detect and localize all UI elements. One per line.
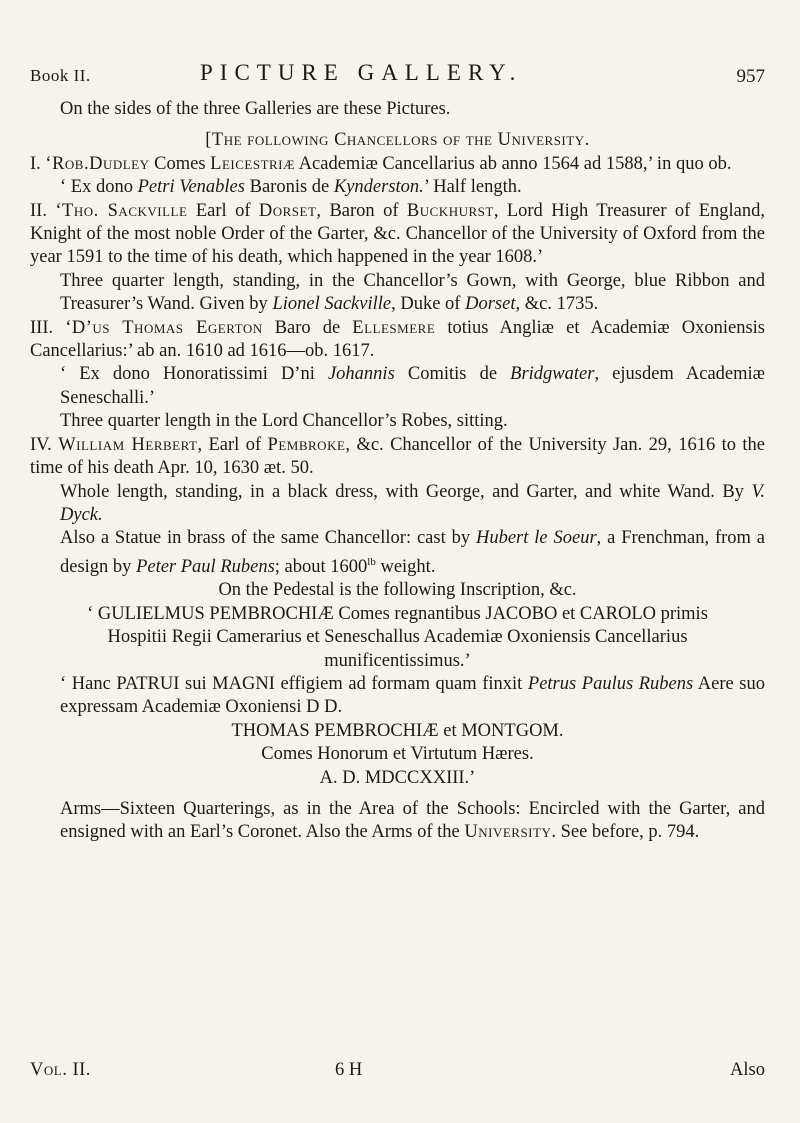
signature-mark: 6 H	[335, 1060, 363, 1080]
inscription-1: ‘ GULIELMUS PEMBROCHIÆ Comes regnantibus JACOBO et CAROLO primis Hospitii Regii Camerarius et Seneschallus Academiæ Oxoniensis Cancellarius munificentissimus.’	[87, 603, 708, 671]
arms-paragraph: Arms—Sixteen Quarterings, as in the Area of the Schools: Encircled with the Garter, and ensigned with an Earl’s Coronet. Also the Arms of the University. See before, p. 794.	[60, 798, 765, 843]
entry-4-statue: Also a Statue in brass of the same Chancellor: cast by Hubert le Soeur, a Frenchman, from a design by Peter Paul Rubens; about $1600^{lb}$ weight.	[60, 528, 765, 577]
entry-2-description: Three quarter length, standing, in the Chancellor’s Gown, with George, blue Ribbon and Treasurer’s Wand. Given by Lionel Sackville, Duke of Dorset, &c. 1735.	[60, 270, 765, 315]
inscription-2: ‘ Hanc PATRUI sui MAGNI effigiem ad formam quam finxit Petrus Paulus Rubens Aere suo expressam Academiæ Oxoniensi D D.	[60, 673, 766, 718]
entry-4: IV. William Herbert, Earl of Pembroke, &c. Chancellor of the University Jan. 29, 1616 to the time of his death Apr. 10, 1630 æt. 50.	[30, 434, 766, 479]
entry-number: I.	[30, 153, 41, 174]
page-body	[30, 98, 765, 845]
entry-4-description: Whole length, standing, in a black dress, with George, and Garter, and white Wand. By V. Dyck.	[60, 481, 765, 525]
inscription-3: THOMAS PEMBROCHIÆ et MONTGOM.	[231, 720, 564, 741]
entry-3: III. ‘D’us Thomas Egerton Baro de Ellesmere totius Angliæ et Academiæ Oxoniensis Cancellarius:’ ab an. 1610 ad 1616—ob. 1617.	[30, 317, 765, 362]
inscription-4: Comes Honorum et Virtutum Hæres.	[261, 744, 534, 765]
running-header	[30, 60, 765, 90]
volume-label: Vol. II.	[30, 1060, 91, 1080]
intro-paragraph: On the sides of the three Galleries are these Pictures.	[60, 99, 451, 119]
section-heading: [The following Chancellors of the University.	[205, 130, 590, 151]
entry-3-donor: ‘ Ex dono Honoratissimi D’ni Johannis Comitis de Bridgwater, ejusdem Academiæ Seneschalli.’	[60, 364, 766, 408]
entry-number: II.	[30, 200, 47, 221]
running-title: PICTURE GALLERY.	[200, 60, 523, 85]
page-footer	[30, 1060, 765, 1084]
inscription-5: A. D. MDCCXXIII.’	[319, 767, 476, 788]
entry-number: IV.	[30, 434, 52, 455]
catchword: Also	[730, 1060, 765, 1080]
entry-number: III.	[30, 317, 54, 338]
entry-2: II. ‘Tho. Sackville Earl of Dorset, Baron of Buckhurst, Lord High Treasurer of England, Knight of the most noble Order of the Garter, &c. Chancellor of the University of Oxford from the year 1591 to the time of his death, which happened in the year 1608.’	[30, 200, 766, 268]
book-label: Book II.	[30, 66, 91, 85]
pedestal-note: On the Pedestal is the following Inscription, &c.	[218, 580, 577, 601]
entry-1: I. ‘Rob.Dudley Comes Leicestriæ Academiæ Cancellarius ab anno 1564 ad 1588,’ in quo ob.	[30, 153, 732, 174]
page-number: 957	[736, 66, 765, 87]
entry-1-donor: ‘ Ex dono Petri Venables Baronis de Kynderston.’ Half length.	[60, 177, 522, 198]
entry-3-description: Three quarter length in the Lord Chancellor’s Robes, sitting.	[60, 411, 508, 432]
